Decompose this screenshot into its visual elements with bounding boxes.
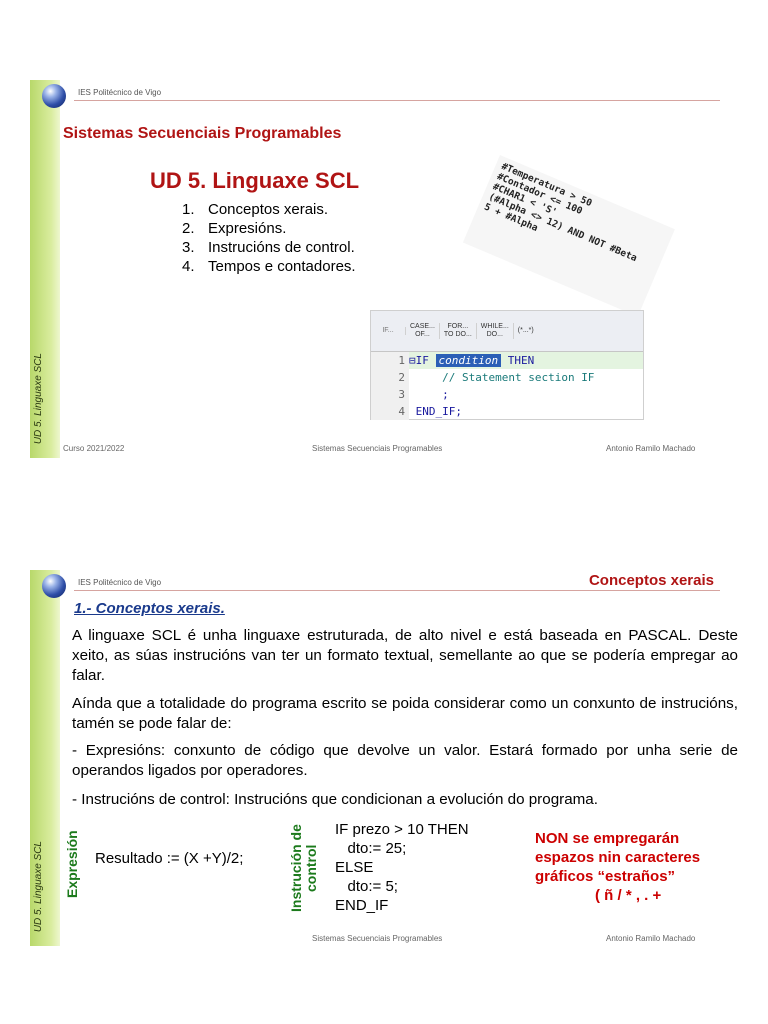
toc-item: 4. Tempos e contadores. — [182, 258, 356, 275]
table-of-contents — [182, 200, 356, 276]
footer-course: Curso 2021/2022 — [63, 444, 125, 453]
code-area[interactable] — [371, 352, 643, 420]
paragraph: Aínda que a totalidade do programa escrito se poida considerar como un conxunto de instrucións, tamén se pode falar de: — [72, 695, 738, 732]
school-name: IES Politécnico de Vigo — [78, 578, 162, 587]
code-line: 4 END_IF; — [371, 403, 643, 420]
control-example: IF prezo > 10 THEN dto:= 25; ELSE dto:= 5; END_IF — [335, 821, 469, 914]
rotated-code-image: #Temperatura > 50 #Contador <= 100 #CHAR1 < 'S' (#Alpha <> 12) AND NOT #Beta 5 + #Alpha — [463, 155, 675, 317]
sidebar-label: UD 5. Linguaxe SCL — [33, 352, 44, 444]
unit-title: UD 5. Linguaxe SCL — [150, 168, 360, 193]
footer-author: Antonio Ramilo Machado — [606, 444, 696, 453]
slide-2 — [30, 570, 738, 946]
paragraph: A linguaxe SCL é unha linguaxe estruturada, de alto nivel e está baseada en PASCAL. Deste xeito, as súas instrucións van ter un formato textual, semellante ao que se podería empregar ao falar. — [72, 627, 738, 684]
paragraph: - Instrucións de control: Instrucións que condicionan a evolución do programa. — [72, 791, 598, 808]
footer-subject: Sistemas Secuenciais Programables — [312, 444, 443, 453]
paragraph: - Expresións: conxunto de código que devolve un valor. Estará formado por unha serie de operandos ligados por operadores. — [72, 742, 738, 779]
code-line: 2 // Statement section IF — [371, 369, 643, 386]
expression-label: Expresión — [64, 830, 80, 898]
slide-1 — [30, 80, 720, 458]
code-line: 1 ⊟IF condition THEN — [371, 352, 643, 369]
toolbar-comment-button[interactable]: (*...*) — [517, 327, 534, 334]
toolbar-if-button[interactable]: IF... — [371, 327, 406, 335]
toolbar-for-button[interactable]: FOR... TO DO... — [440, 323, 477, 339]
logo-ball-icon — [42, 574, 66, 598]
control-label: Instrución de control — [288, 824, 319, 912]
logo-ball-icon — [42, 84, 66, 108]
footer-author: Antonio Ramilo Machado — [606, 934, 696, 943]
editor-toolbar — [371, 311, 643, 352]
footer-subject: Sistemas Secuenciais Programables — [312, 934, 443, 943]
scl-editor — [370, 310, 644, 420]
toc-item: 1. Conceptos xerais. — [182, 201, 329, 218]
sidebar — [30, 80, 60, 458]
header-divider — [74, 590, 720, 591]
code-line: 3 ; — [371, 386, 643, 403]
slide-title: Sistemas Secuenciais Programables — [63, 125, 342, 142]
condition-placeholder[interactable]: condition — [436, 354, 502, 367]
toc-item: 3. Instrucións de control. — [182, 239, 355, 256]
section-subtitle: 1.- Conceptos xerais. — [74, 600, 225, 617]
toolbar-case-button[interactable]: CASE... OF... — [406, 323, 440, 339]
header-divider — [74, 100, 720, 101]
sidebar-label: UD 5. Linguaxe SCL — [33, 840, 44, 932]
sidebar — [30, 570, 60, 946]
expression-example: Resultado := (X +Y)/2; — [95, 850, 244, 867]
toolbar-while-button[interactable]: WHILE... DO... — [477, 323, 514, 339]
warning-note: NON se empregarán espazos nin caracteres gráficos “estraños” ( ñ / * , . + — [535, 830, 701, 904]
toc-item: 2. Expresións. — [182, 220, 287, 237]
section-header: Conceptos xerais — [588, 572, 714, 589]
school-name: IES Politécnico de Vigo — [78, 88, 162, 97]
